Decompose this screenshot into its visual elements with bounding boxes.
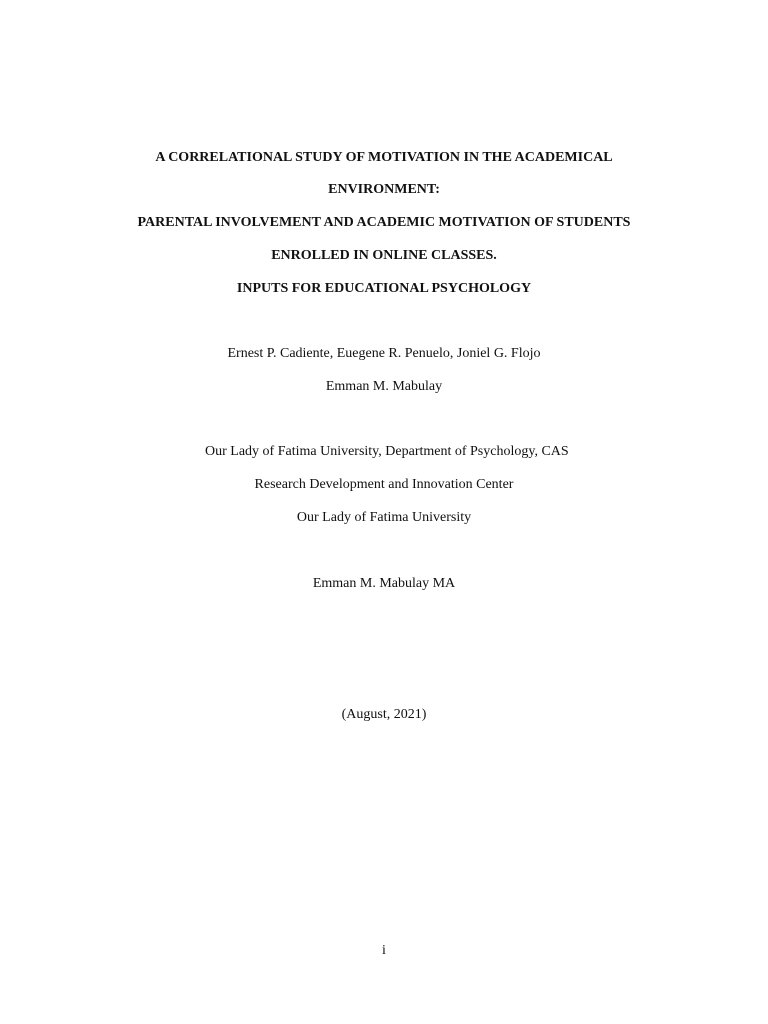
authors-line-1: Ernest P. Cadiente, Euegene R. Penuelo, Joniel G. Flojo (227, 346, 541, 361)
title-line-1: A CORRELATIONAL STUDY OF MOTIVATION IN THE ACADEMICAL (155, 150, 613, 165)
advisor-name: Emman M. Mabulay MA (312, 576, 456, 591)
affiliation-line-3: Our Lady of Fatima University (296, 510, 472, 525)
title-line-4: ENROLLED IN ONLINE CLASSES. (271, 248, 497, 263)
title-line-3: PARENTAL INVOLVEMENT AND ACADEMIC MOTIVATION OF STUDENTS (137, 215, 631, 230)
page-number: i (382, 943, 386, 958)
title-line-5: INPUTS FOR EDUCATIONAL PSYCHOLOGY (236, 281, 532, 296)
authors-line-2: Emman M. Mabulay (325, 379, 443, 394)
document-date: (August, 2021) (341, 707, 427, 722)
title-line-2: ENVIRONMENT: (328, 182, 440, 197)
affiliation-line-1: Our Lady of Fatima University, Department of Psychology, CAS (205, 444, 569, 459)
affiliation-line-2: Research Development and Innovation Center (254, 477, 514, 492)
